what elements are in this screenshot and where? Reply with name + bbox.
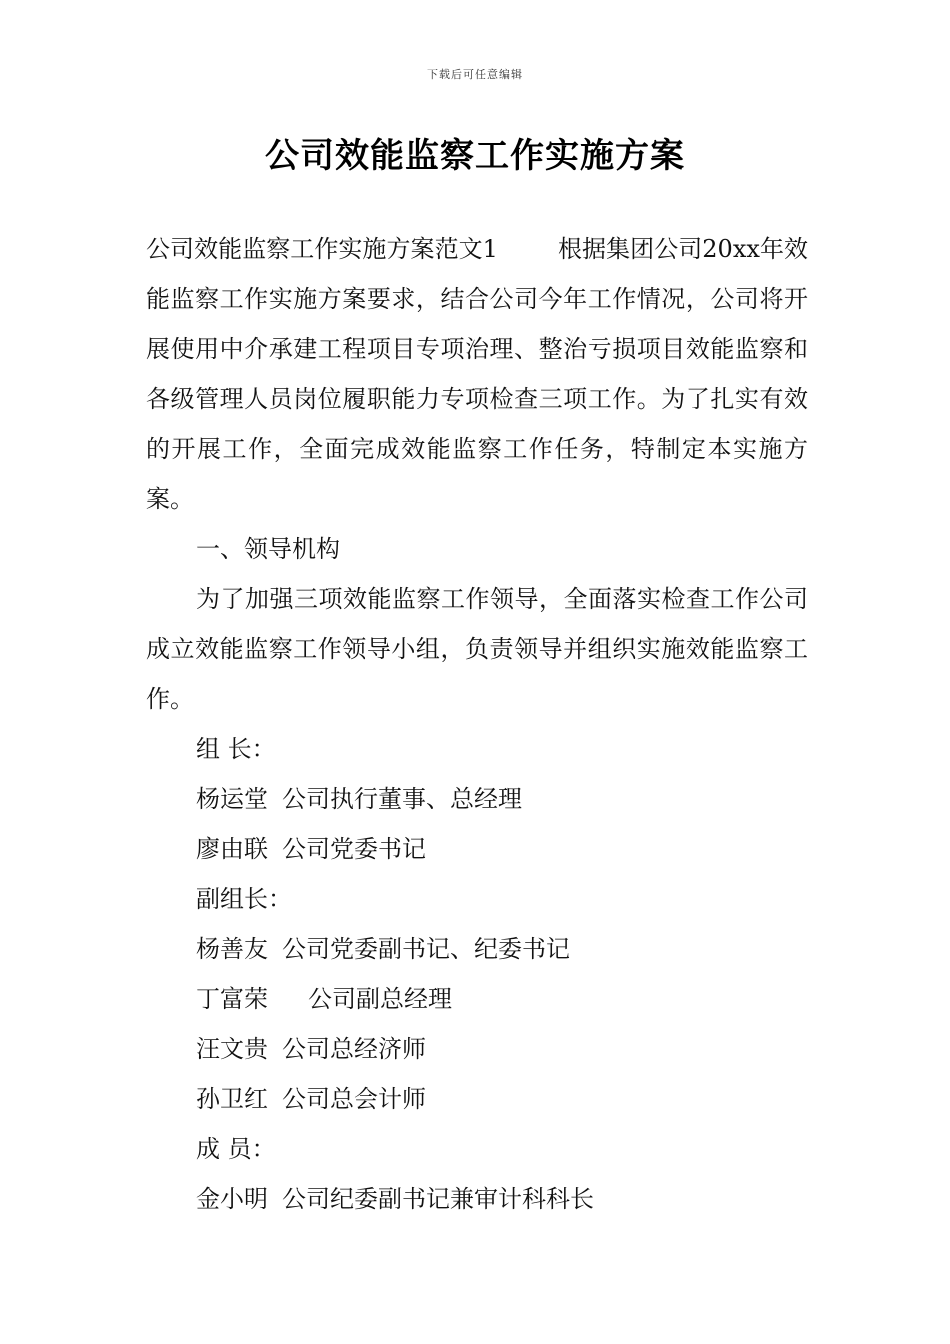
member-row [146,1174,808,1224]
leader-row [146,774,808,824]
deputy-label: 副组长： [196,885,292,913]
deputy-name: 丁富荣 [196,985,268,1013]
section1-heading: 一、领导机构 [196,535,340,563]
header-note: 下载后可任意编辑 [427,68,523,81]
leader-role: 公司党委书记 [282,835,426,863]
leader-role: 公司执行董事、总经理 [282,785,522,813]
deputy-role: 公司总会计师 [282,1085,426,1113]
document-body [146,224,808,1224]
deputy-role: 公司党委副书记、纪委书记 [282,935,570,963]
deputy-name: 杨善友 [196,935,268,963]
leader-name: 杨运堂 [196,785,268,813]
deputy-name: 孙卫红 [196,1085,268,1113]
leader-label: 组 长： [196,735,276,763]
leader-name: 廖由联 [196,835,268,863]
document-title: 公司效能监察工作实施方案 [265,136,685,176]
deputy-row [146,1024,808,1074]
intro-lead: 公司效能监察工作实施方案范文1 [146,235,498,263]
section1-paragraph: 为了加强三项效能监察工作领导，全面落实检查工作公司成立效能监察工作领导小组，负责领导并组织实施效能监察工作。 [146,585,808,713]
deputy-role: 公司总经济师 [282,1035,426,1063]
member-role: 公司纪委副书记兼审计科科长 [282,1185,594,1213]
leader-row [146,824,808,874]
member-name: 金小明 [196,1185,268,1213]
deputy-role: 公司副总经理 [308,985,452,1013]
deputy-row [146,974,808,1024]
member-label: 成 员： [196,1135,276,1163]
deputy-row [146,1074,808,1124]
deputy-row [146,924,808,974]
intro-paragraph [146,224,808,524]
intro-text: 根据集团公司20xx年效能监察工作实施方案要求，结合公司今年工作情况，公司将开展使用中介承建工程项目专项治理、整治亏损项目效能监察和各级管理人员岗位履职能力专项检查三项工作。为了扎实有效的开展工作，全面完成效能监察工作任务，特制定本实施方案。 [146,235,808,513]
deputy-name: 汪文贵 [196,1035,268,1063]
